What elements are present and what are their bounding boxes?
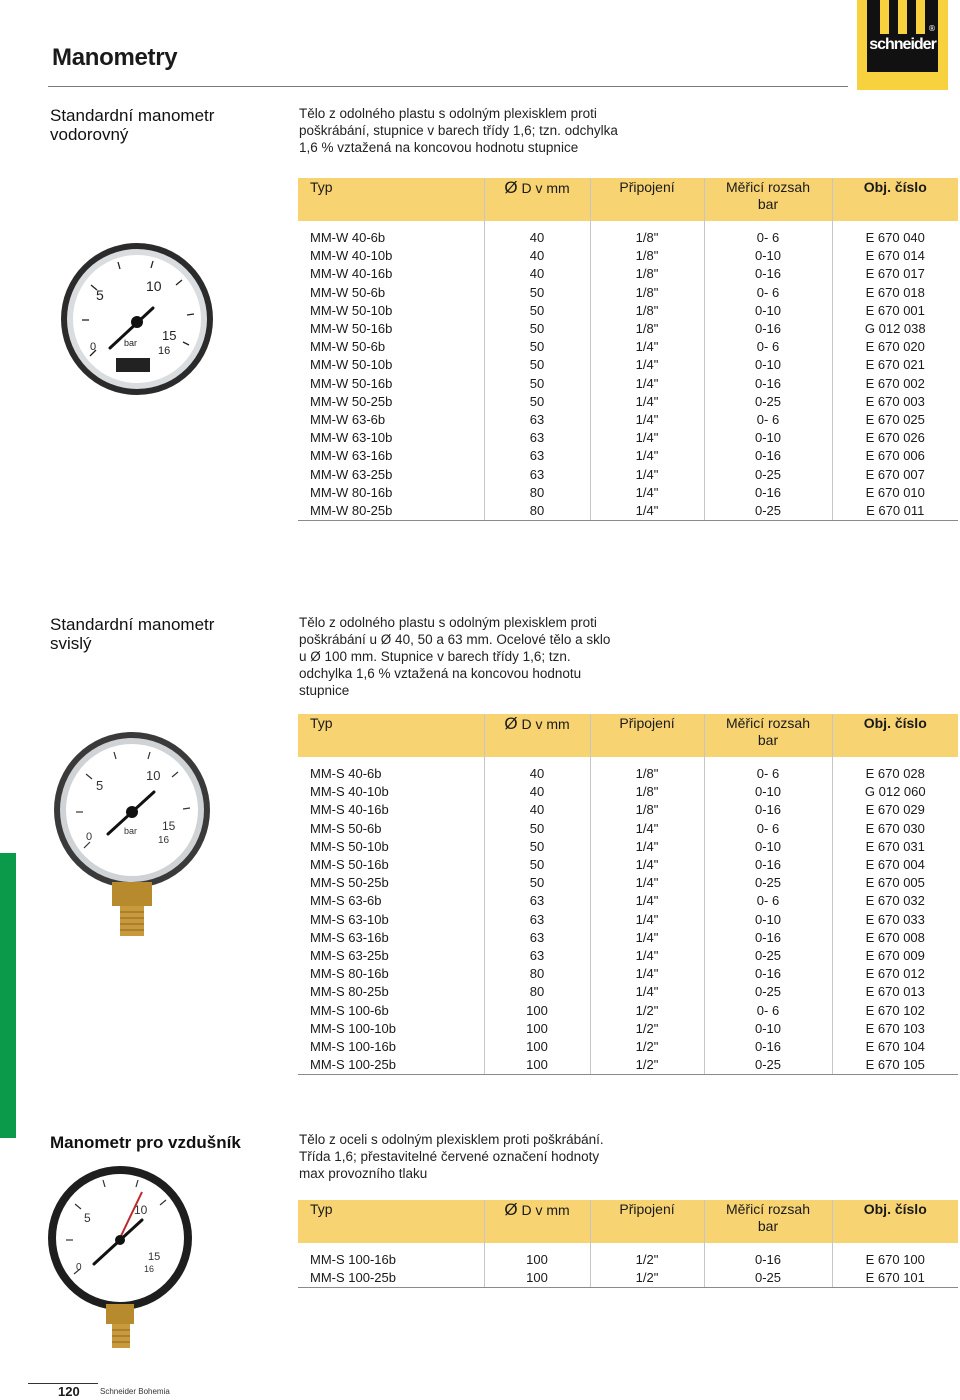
- table-row: [298, 429, 958, 447]
- cell-range: 0- 6: [704, 765, 832, 783]
- cell-type: MM-S 50-16b: [298, 856, 484, 874]
- cell-order-number: E 670 103: [865, 1020, 925, 1036]
- table-row: [298, 1001, 958, 1019]
- table-row: [298, 447, 958, 465]
- section-3-heading-line1: Manometr pro vzdušník: [50, 1133, 241, 1152]
- cell-order-number: E 670 004: [865, 857, 925, 873]
- cell-range: 0- 6: [704, 820, 832, 838]
- cell-diameter: 50: [484, 820, 590, 838]
- cell-order-number: E 670 008: [865, 929, 925, 945]
- table-row: [298, 929, 958, 947]
- cell-diameter: 50: [484, 338, 590, 356]
- cell-type: MM-W 80-25b: [298, 502, 484, 521]
- cell-range: 0- 6: [704, 284, 832, 302]
- header-range-label: Měřicí rozsah: [725, 1201, 811, 1217]
- cell-range: 0-16: [704, 801, 832, 819]
- cell-order-number: E 670 013: [865, 984, 925, 1000]
- header-order-number: Obj. číslo: [832, 178, 958, 221]
- cell-connection: 1/4": [590, 983, 704, 1001]
- cell-diameter: 40: [484, 229, 590, 247]
- gauge-horizontal-image: [58, 240, 216, 400]
- cell-diameter: 50: [484, 375, 590, 393]
- table-row: [298, 1269, 958, 1288]
- section-1-desc-line: Tělo z odolného plastu s odolným plexisklem proti: [299, 106, 597, 121]
- cell-type: MM-W 50-16b: [298, 375, 484, 393]
- cell-range: 0-10: [704, 783, 832, 801]
- cell-connection: 1/8": [590, 247, 704, 265]
- cell-connection: 1/4": [590, 929, 704, 947]
- cell-order-number: E 670 021: [865, 357, 925, 373]
- footer-text: Schneider Bohemia: [100, 1387, 170, 1396]
- cell-type: MM-S 50-10b: [298, 838, 484, 856]
- section-2-desc-line: stupnice: [299, 683, 350, 698]
- table-row: [298, 965, 958, 983]
- table-row: [298, 983, 958, 1001]
- cell-range: 0- 6: [704, 1001, 832, 1019]
- gauge-2-label-5: 5: [96, 778, 104, 793]
- cell-type: MM-W 50-6b: [298, 338, 484, 356]
- cell-order-number: E 670 100: [865, 1252, 925, 1268]
- cell-order-number: E 670 032: [865, 893, 925, 909]
- cell-range: 0-10: [704, 356, 832, 374]
- cell-type: MM-W 50-10b: [298, 356, 484, 374]
- page-title: Manometry: [52, 44, 178, 71]
- cell-connection: 1/4": [590, 874, 704, 892]
- table-row: [298, 874, 958, 892]
- cell-range: 0- 6: [704, 338, 832, 356]
- cell-connection: 1/8": [590, 302, 704, 320]
- cell-order-number: E 670 014: [865, 248, 925, 264]
- table-row: [298, 302, 958, 320]
- cell-range: 0-16: [704, 447, 832, 465]
- cell-diameter: 40: [484, 247, 590, 265]
- cell-connection: 1/8": [590, 229, 704, 247]
- cell-range: 0-16: [704, 856, 832, 874]
- gauge-3-label-0: 0: [76, 1262, 82, 1273]
- cell-order-number: E 670 006: [865, 448, 925, 464]
- table-row: [298, 502, 958, 521]
- cell-order-number: G 012 038: [864, 321, 926, 337]
- gauge-2-label-15: 15: [162, 819, 176, 833]
- cell-type: MM-S 63-10b: [298, 911, 484, 929]
- cell-connection: 1/2": [590, 1038, 704, 1056]
- cell-order-number: E 670 020: [865, 339, 925, 355]
- gauge-1-label-15: 15: [162, 328, 177, 343]
- cell-connection: 1/4": [590, 911, 704, 929]
- cell-order-number: E 670 030: [865, 820, 925, 836]
- header-connection: Připojení: [590, 178, 704, 221]
- table-row: [298, 838, 958, 856]
- cell-diameter: 50: [484, 356, 590, 374]
- cell-connection: 1/4": [590, 393, 704, 411]
- cell-order-number: E 670 003: [865, 393, 925, 409]
- section-3-desc-line: Tělo z oceli s odolným plexisklem proti poškrábání.: [299, 1132, 604, 1147]
- gauge-vertical-image: [50, 730, 215, 950]
- cell-diameter: 63: [484, 429, 590, 447]
- table-row: [298, 265, 958, 283]
- table-row: [298, 783, 958, 801]
- cell-connection: 1/4": [590, 465, 704, 483]
- cell-type: MM-W 63-16b: [298, 447, 484, 465]
- header-diameter: [484, 178, 590, 221]
- cell-type: MM-W 40-6b: [298, 229, 484, 247]
- header-diameter: [484, 714, 590, 757]
- cell-connection: 1/8": [590, 801, 704, 819]
- logo-text: schneider: [869, 36, 936, 53]
- cell-range: 0-16: [704, 320, 832, 338]
- header-diameter: [484, 1200, 590, 1243]
- cell-connection: 1/4": [590, 484, 704, 502]
- title-divider: [48, 86, 848, 87]
- gauge-3-label-16: 16: [144, 1264, 155, 1274]
- cell-order-number: E 670 026: [865, 430, 925, 446]
- cell-range: 0-10: [704, 838, 832, 856]
- gauge-tank-image: [48, 1164, 198, 1354]
- logo-registered-mark: ®: [928, 24, 936, 33]
- cell-order-number: E 670 028: [865, 766, 925, 782]
- cell-range: 0- 6: [704, 892, 832, 910]
- cell-connection: 1/4": [590, 429, 704, 447]
- cell-type: MM-W 50-6b: [298, 284, 484, 302]
- cell-type: MM-S 80-16b: [298, 965, 484, 983]
- cell-order-number: E 670 011: [832, 502, 958, 521]
- table-row: [298, 820, 958, 838]
- cell-type: MM-W 63-25b: [298, 465, 484, 483]
- gauge-2-label-0: 0: [86, 831, 93, 843]
- cell-connection: 1/4": [590, 338, 704, 356]
- cell-diameter: 100: [484, 1251, 590, 1269]
- section-2-desc-line: Tělo z odolného plastu s odolným plexisklem proti: [299, 615, 597, 630]
- logo-mark: [867, 0, 938, 72]
- cell-diameter: 63: [484, 892, 590, 910]
- section-1-desc-line: 1,6 % vztažená na koncovou hodnotu stupnice: [299, 140, 579, 155]
- cell-range: 0-16: [704, 1251, 832, 1269]
- cell-diameter: 63: [484, 947, 590, 965]
- cell-order-number: G 012 060: [864, 784, 926, 800]
- section-3-desc-line: Třída 1,6; přestavitelné červené označení hodnoty: [299, 1149, 600, 1164]
- cell-type: MM-S 40-6b: [298, 765, 484, 783]
- cell-diameter: 50: [484, 874, 590, 892]
- cell-diameter: 100: [484, 1020, 590, 1038]
- page-number: 120: [58, 1384, 80, 1399]
- section-3-product-table: [298, 1200, 958, 1288]
- cell-type: MM-S 100-25b: [298, 1056, 484, 1075]
- header-typ: Typ: [298, 178, 484, 221]
- header-range-unit: bar: [757, 732, 779, 748]
- section-2-description: [299, 614, 629, 699]
- cell-type: MM-S 80-25b: [298, 983, 484, 1001]
- table-row: [298, 765, 958, 783]
- accent-green-bar: [0, 853, 16, 1138]
- cell-order-number: E 670 033: [865, 911, 925, 927]
- section-3-heading: [50, 1133, 241, 1152]
- cell-connection: 1/4": [590, 856, 704, 874]
- table-row: [298, 411, 958, 429]
- cell-diameter: 63: [484, 929, 590, 947]
- cell-order-number: E 670 025: [865, 411, 925, 427]
- cell-diameter: 100: [484, 1269, 590, 1288]
- table-row: [298, 320, 958, 338]
- cell-order-number: E 670 017: [865, 266, 925, 282]
- cell-order-number: E 670 031: [865, 838, 925, 854]
- cell-order-number: E 670 029: [865, 802, 925, 818]
- section-1-heading: [50, 106, 214, 144]
- section-2-product-table: [298, 714, 958, 1075]
- cell-connection: 1/4": [590, 447, 704, 465]
- cell-diameter: 63: [484, 465, 590, 483]
- cell-connection: 1/8": [590, 265, 704, 283]
- cell-type: MM-S 100-10b: [298, 1020, 484, 1038]
- gauge-1-label-10: 10: [146, 278, 162, 294]
- header-range: [704, 1200, 832, 1243]
- cell-connection: 1/4": [590, 838, 704, 856]
- cell-type: MM-S 63-16b: [298, 929, 484, 947]
- cell-type: MM-W 50-10b: [298, 302, 484, 320]
- table-row: [298, 338, 958, 356]
- header-range-unit: bar: [757, 196, 779, 212]
- cell-order-number: E 670 001: [865, 302, 925, 318]
- cell-connection: 1/8": [590, 765, 704, 783]
- table-row: [298, 947, 958, 965]
- cell-connection: 1/2": [590, 1269, 704, 1288]
- cell-range: 0-16: [704, 929, 832, 947]
- cell-diameter: 40: [484, 783, 590, 801]
- cell-type: MM-W 50-16b: [298, 320, 484, 338]
- cell-connection: 1/8": [590, 783, 704, 801]
- cell-range: 0-25: [704, 393, 832, 411]
- gauge-1-label-0: 0: [90, 341, 97, 353]
- table-row: [298, 229, 958, 247]
- header-diameter-label: D v mm: [521, 716, 570, 732]
- cell-type: MM-S 100-25b: [298, 1269, 484, 1288]
- cell-type: MM-W 40-10b: [298, 247, 484, 265]
- section-1-product-table: [298, 178, 958, 521]
- cell-order-number: E 670 101: [832, 1269, 958, 1288]
- cell-order-number: E 670 012: [865, 966, 925, 982]
- cell-diameter: 100: [484, 1038, 590, 1056]
- gauge-1-label-unit: bar: [124, 338, 138, 348]
- cell-order-number: E 670 104: [865, 1038, 925, 1054]
- cell-range: 0-25: [704, 1269, 832, 1288]
- cell-order-number: E 670 007: [865, 466, 925, 482]
- table-row: [298, 856, 958, 874]
- cell-order-number: E 670 010: [865, 484, 925, 500]
- cell-diameter: 80: [484, 983, 590, 1001]
- cell-diameter: 80: [484, 484, 590, 502]
- cell-type: MM-S 100-16b: [298, 1038, 484, 1056]
- table-row: [298, 356, 958, 374]
- section-2-heading-line2: svislý: [50, 634, 92, 653]
- section-3-description: [299, 1131, 639, 1182]
- gauge-1-label-5: 5: [96, 287, 104, 303]
- cell-connection: 1/2": [590, 1056, 704, 1075]
- table-header-row: [298, 1200, 958, 1243]
- table-row: [298, 1020, 958, 1038]
- table-header-row: [298, 178, 958, 221]
- cell-range: 0-10: [704, 429, 832, 447]
- cell-type: MM-W 50-25b: [298, 393, 484, 411]
- diameter-symbol: Ø: [504, 714, 518, 733]
- header-diameter-label: D v mm: [521, 1202, 570, 1218]
- section-2-desc-line: odchylka 1,6 % vztažená na koncovou hodnotu: [299, 666, 582, 681]
- cell-connection: 1/4": [590, 375, 704, 393]
- cell-range: 0-16: [704, 965, 832, 983]
- gauge-1-label-16: 16: [158, 345, 171, 357]
- table-row: [298, 892, 958, 910]
- cell-range: 0- 6: [704, 229, 832, 247]
- header-range: [704, 714, 832, 757]
- cell-type: MM-S 50-6b: [298, 820, 484, 838]
- cell-diameter: 63: [484, 411, 590, 429]
- cell-diameter: 50: [484, 284, 590, 302]
- cell-diameter: 63: [484, 911, 590, 929]
- header-range-unit: bar: [757, 1218, 779, 1234]
- section-2-heading: [50, 615, 214, 653]
- header-typ: Typ: [298, 1200, 484, 1243]
- cell-connection: 1/4": [590, 356, 704, 374]
- cell-range: 0-25: [704, 874, 832, 892]
- cell-order-number: E 670 102: [865, 1002, 925, 1018]
- diameter-symbol: Ø: [504, 1200, 518, 1219]
- cell-range: 0-16: [704, 484, 832, 502]
- cell-diameter: 40: [484, 265, 590, 283]
- cell-type: MM-S 40-16b: [298, 801, 484, 819]
- cell-diameter: 80: [484, 965, 590, 983]
- cell-range: 0- 6: [704, 411, 832, 429]
- cell-type: MM-S 63-25b: [298, 947, 484, 965]
- table-row: [298, 284, 958, 302]
- cell-range: 0-25: [704, 502, 832, 521]
- cell-range: 0-10: [704, 302, 832, 320]
- cell-range: 0-16: [704, 375, 832, 393]
- header-connection: Připojení: [590, 714, 704, 757]
- cell-order-number: E 670 105: [832, 1056, 958, 1075]
- cell-diameter: 100: [484, 1001, 590, 1019]
- section-3-desc-line: max provozního tlaku: [299, 1166, 428, 1181]
- gauge-3-label-10: 10: [134, 1203, 148, 1217]
- section-2-desc-line: poškrábání u Ø 40, 50 a 63 mm. Ocelové tělo a sklo: [299, 632, 611, 647]
- cell-range: 0-16: [704, 265, 832, 283]
- cell-type: MM-S 50-25b: [298, 874, 484, 892]
- header-range-label: Měřicí rozsah: [725, 715, 811, 731]
- cell-connection: 1/4": [590, 820, 704, 838]
- cell-type: MM-W 63-10b: [298, 429, 484, 447]
- header-diameter-label: D v mm: [521, 180, 570, 196]
- section-2-heading-line1: Standardní manometr: [50, 615, 215, 634]
- table-row: [298, 1251, 958, 1269]
- header-typ: Typ: [298, 714, 484, 757]
- table-row: [298, 247, 958, 265]
- cell-range: 0-25: [704, 983, 832, 1001]
- cell-range: 0-25: [704, 465, 832, 483]
- cell-diameter: 100: [484, 1056, 590, 1075]
- cell-order-number: E 670 002: [865, 375, 925, 391]
- cell-connection: 1/4": [590, 947, 704, 965]
- cell-connection: 1/8": [590, 284, 704, 302]
- header-order-number: Obj. číslo: [832, 714, 958, 757]
- cell-diameter: 40: [484, 801, 590, 819]
- table-row: [298, 1056, 958, 1075]
- cell-type: MM-S 63-6b: [298, 892, 484, 910]
- cell-diameter: 50: [484, 320, 590, 338]
- cell-diameter: 50: [484, 393, 590, 411]
- cell-connection: 1/2": [590, 1001, 704, 1019]
- brand-logo: [857, 0, 948, 90]
- cell-diameter: 50: [484, 856, 590, 874]
- gauge-2-label-unit: bar: [124, 826, 138, 836]
- table-row: [298, 393, 958, 411]
- cell-connection: 1/8": [590, 320, 704, 338]
- cell-connection: 1/4": [590, 892, 704, 910]
- cell-type: MM-W 63-6b: [298, 411, 484, 429]
- section-1-heading-line2: vodorovný: [50, 125, 129, 144]
- table-row: [298, 484, 958, 502]
- cell-connection: 1/2": [590, 1251, 704, 1269]
- gauge-3-label-15: 15: [148, 1251, 161, 1263]
- gauge-2-label-16: 16: [158, 835, 170, 846]
- cell-range: 0-10: [704, 911, 832, 929]
- cell-connection: 1/2": [590, 1020, 704, 1038]
- cell-order-number: E 670 009: [865, 947, 925, 963]
- table-row: [298, 801, 958, 819]
- header-connection: Připojení: [590, 1200, 704, 1243]
- cell-diameter: 63: [484, 447, 590, 465]
- section-2-desc-line: u Ø 100 mm. Stupnice v barech třídy 1,6; tzn.: [299, 649, 571, 664]
- cell-type: MM-W 80-16b: [298, 484, 484, 502]
- table-row: [298, 1038, 958, 1056]
- cell-connection: 1/4": [590, 502, 704, 521]
- cell-range: 0-10: [704, 247, 832, 265]
- cell-diameter: 50: [484, 302, 590, 320]
- header-range-label: Měřicí rozsah: [725, 179, 811, 195]
- cell-connection: 1/4": [590, 965, 704, 983]
- cell-range: 0-10: [704, 1020, 832, 1038]
- gauge-3-label-5: 5: [84, 1211, 91, 1225]
- table-row: [298, 375, 958, 393]
- cell-type: MM-S 40-10b: [298, 783, 484, 801]
- cell-type: MM-W 40-16b: [298, 265, 484, 283]
- table-row: [298, 911, 958, 929]
- cell-range: 0-25: [704, 1056, 832, 1075]
- gauge-2-label-10: 10: [146, 768, 161, 783]
- cell-diameter: 80: [484, 502, 590, 521]
- cell-order-number: E 670 040: [865, 230, 925, 246]
- cell-range: 0-25: [704, 947, 832, 965]
- cell-range: 0-16: [704, 1038, 832, 1056]
- header-order-number: Obj. číslo: [832, 1200, 958, 1243]
- table-header-row: [298, 714, 958, 757]
- cell-type: MM-S 100-6b: [298, 1001, 484, 1019]
- cell-type: MM-S 100-16b: [298, 1251, 484, 1269]
- diameter-symbol: Ø: [504, 178, 518, 197]
- cell-connection: 1/4": [590, 411, 704, 429]
- table-row: [298, 465, 958, 483]
- cell-diameter: 40: [484, 765, 590, 783]
- section-1-description: [299, 105, 629, 156]
- cell-order-number: E 670 005: [865, 875, 925, 891]
- cell-order-number: E 670 018: [865, 284, 925, 300]
- cell-diameter: 50: [484, 838, 590, 856]
- section-1-desc-line: poškrábání, stupnice v barech třídy 1,6; tzn. odchylka: [299, 123, 618, 138]
- header-range: [704, 178, 832, 221]
- section-1-heading-line1: Standardní manometr: [50, 106, 215, 125]
